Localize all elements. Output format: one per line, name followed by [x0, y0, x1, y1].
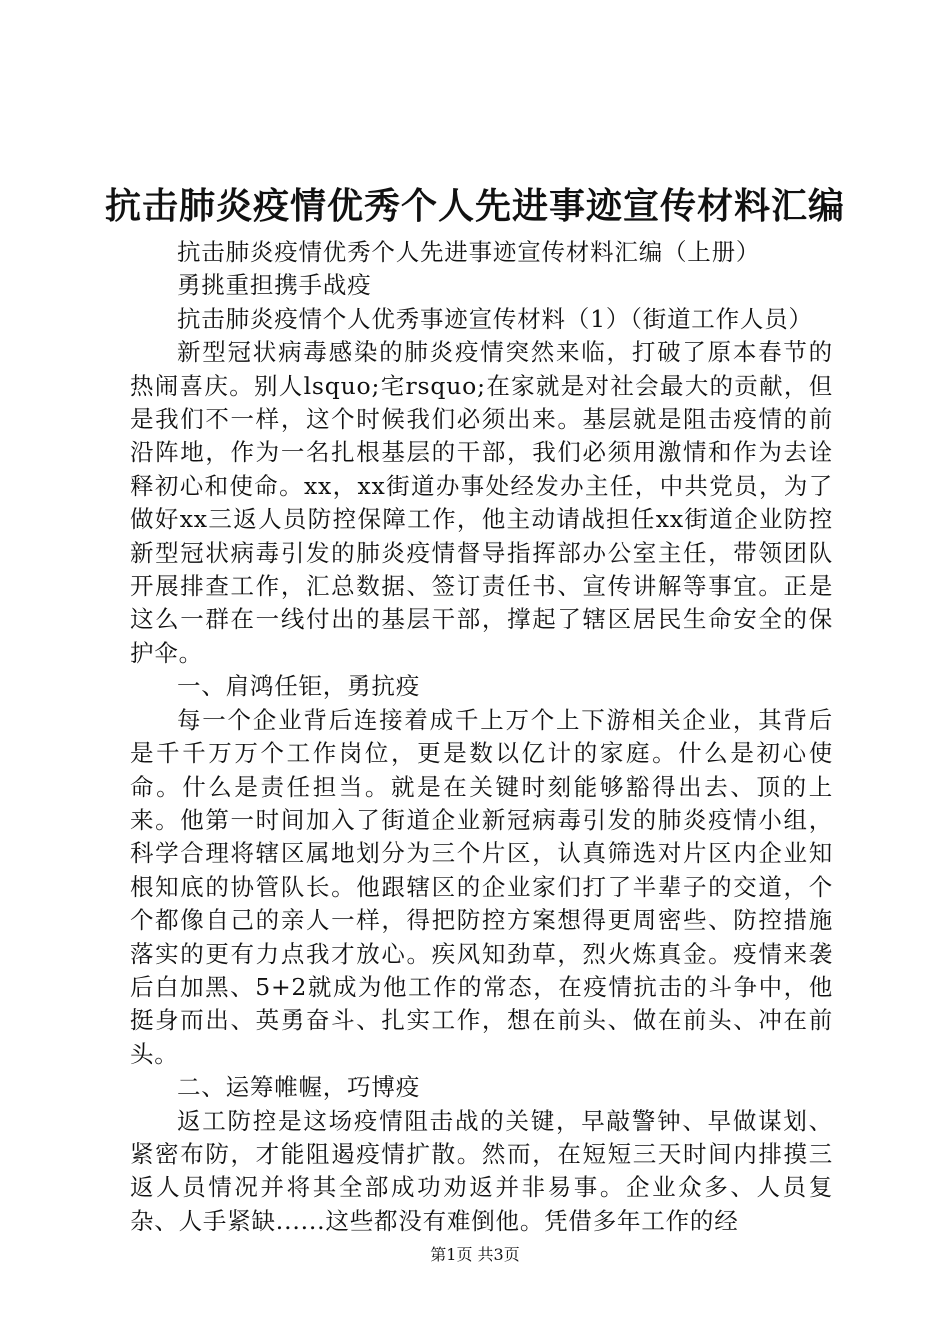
- body-paragraph: 每一个企业背后连接着成千上万个上下游相关企业，其背后是千千万万个工作岗位，更是数以亿计的家庭。什么是初心使命。什么是责任担当。就是在关键时刻能够豁得出去、顶的上来。他第一时间加入了街道企业新冠病毒引发的肺炎疫情小组，科学合理将辖区属地划分为三个片区，认真筛选对片区内企业知根知底的协管队长。他跟辖区的企业家们打了半辈子的交道，个个都像自己的亲人一样，得把防控方案想得更周密些、防控措施落实的更有力点我才放心。疾风知劲草，烈火炼真金。疫情来袭后白加黑、5+2就成为他工作的常态，在疫情抗击的斗争中，他挺身而出、英勇奋斗、扎实工作，想在前头、做在前头、冲在前头。: [130, 705, 833, 1068]
- section-heading: 一、肩鸿任钜，勇抗疫: [177, 672, 420, 701]
- body-paragraph: 返工防控是这场疫情阻击战的关键，早敲警钟、早做谋划、紧密布防，才能阻遏疫情扩散。然而，在短短三天时间内排摸三返人员情况并将其全部成功劝返并非易事。企业众多、人员复杂、人手紧缺......这些都没有难倒他。凭借多年工作的经: [130, 1106, 833, 1235]
- material-heading: 抗击肺炎疫情个人优秀事迹宣传材料（1）（街道工作人员）: [177, 304, 813, 333]
- section-heading: 二、运筹帷幄，巧博疫: [177, 1073, 420, 1102]
- document-body: [130, 236, 833, 1238]
- document-title: 抗击肺炎疫情优秀个人先进事迹宣传材料汇编: [104, 185, 845, 227]
- body-paragraph: 新型冠状病毒感染的肺炎疫情突然来临，打破了原本春节的热闹喜庆。别人lsquo;宅rsquo;在家就是对社会最大的贡献，但是我们不一样，这个时候我们必须出来。基层就是阻击疫情的前沿阵地，作为一名扎根基层的干部，我们必须用激情和作为去诠释初心和使命。xx，xx街道办事处经发办主任，中共党员，为了做好xx三返人员防控保障工作，他主动请战担任xx街道企业防控新型冠状病毒引发的肺炎疫情督导指挥部办公室主任，带领团队开展排查工作，汇总数据、签订责任书、宣传讲解等事宜。正是这么一群在一线付出的基层干部，撑起了辖区居民生命安全的保护伞。: [130, 338, 833, 667]
- section-heading: 勇挑重担携手战疫: [177, 271, 372, 300]
- subtitle-paragraph: 抗击肺炎疫情优秀个人先进事迹宣传材料汇编（上册）: [177, 238, 761, 266]
- page-number-footer: 第1页 共3页: [430, 1245, 520, 1264]
